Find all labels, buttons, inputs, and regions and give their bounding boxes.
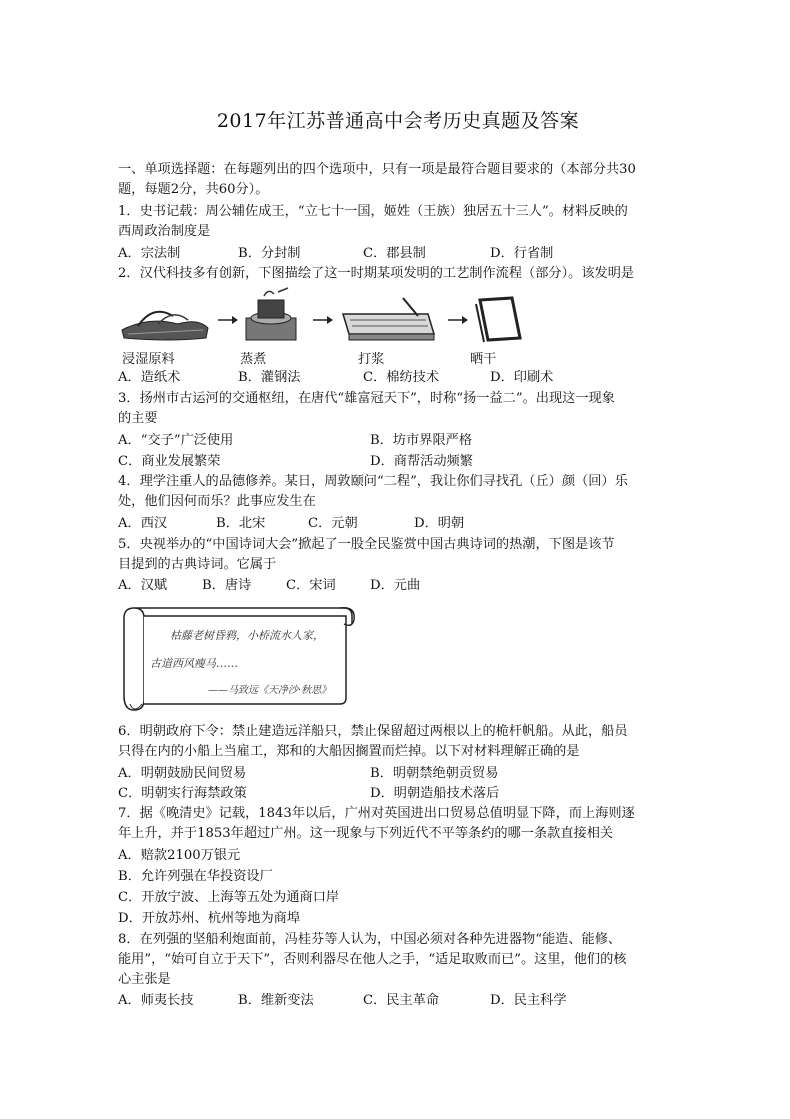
q1-stem-line2: 西周政治制度是 [118,224,211,239]
q3-option-a: A．“交子”广泛使用 [118,433,234,448]
q5-stem-line1: 5．央视举办的“中国诗词大会”掀起了一股全民鉴赏中国古典诗词的热潮，下图是该节 [118,537,615,552]
q2-step-4-label: 晒干 [470,352,497,367]
q3-stem-line2: 的主要 [118,411,158,426]
q5-stem-line2: 目提到的古典诗词。它属于 [118,557,277,572]
q6-option-d: D．明朝造船技术落后 [370,786,500,801]
q6-option-b: B．明朝禁绝朝贡贸易 [370,766,499,781]
poem-line-2: 古道西风瘦马…… [150,657,238,670]
q8-option-b: B．维新变法 [238,993,314,1008]
poem-attribution: ——马致远《天净沙·秋思》 [208,685,332,696]
drying-frame-icon [476,298,520,342]
soak-materials-icon [122,312,208,340]
q2-option-b: B．灌钢法 [238,370,301,385]
q5-option-a: A．汉赋 [118,578,168,593]
arrow-icon [218,316,238,324]
q7-stem-line2: 年上升，并于1853年超过广州。这一现象与下列近代不平等条约的哪一条款直接相关 [118,826,614,841]
q1-option-d: D．行省制 [490,246,554,261]
q8-option-c: C．民主革命 [363,993,440,1008]
q4-stem-line2: 处，他们因何而乐？此事应发生在 [118,494,316,509]
q8-stem-line3: 心主张是 [118,972,171,987]
arrow-icon [448,316,468,324]
q2-option-d: D．印刷术 [490,370,554,385]
pulp-vat-icon [343,298,434,340]
q3-option-b: B．坊市界限严格 [370,433,473,448]
q7-stem-line1: 7．据《晚清史》记载，1843年以后，广州对英国进出口贸易总值明显下降，而上海则逐 [118,806,635,821]
q4-option-d: D．明朝 [414,516,465,531]
q6-stem-line2: 只得在内的小船上当雇工，郑和的大船因搁置而烂掉。以下对材料理解正确的是 [118,744,580,759]
q8-option-d: D．民主科学 [490,993,567,1008]
q5-option-c: C．宋词 [286,578,336,593]
q7-option-c: C．开放宁波、上海等五处为通商口岸 [118,890,340,905]
q2-step-1-label: 浸湿原料 [122,352,175,367]
page-title: 2017年江苏普通高中会考历史真题及答案 [216,110,580,132]
q1-option-b: B．分封制 [238,246,301,261]
q7-option-b: B．允许列强在华投资设厂 [118,869,273,884]
section-instruction-line1: 一、单项选择题：在每题列出的四个选项中，只有一项是最符合题目要求的（本部分共30 [118,162,636,177]
q4-stem-line1: 4．理学注重人的品德修养。某日，周敦颐问“二程”，我让你们寻找孔（丘）颜（回）乐 [118,474,628,489]
q6-stem-line1: 6．明朝政府下令：禁止建造远洋船只，禁止保留超过两根以上的桅杆帆船。从此，船员 [118,724,628,739]
q1-option-a: A．宗法制 [118,246,181,261]
q3-option-d: D．商帮活动频繁 [370,454,473,469]
q3-option-c: C．商业发展繁荣 [118,454,221,469]
q1-option-c: C．郡县制 [363,246,426,261]
q2-option-a: A．造纸术 [118,370,181,385]
q7-option-a: A．赔款2100万银元 [118,848,241,863]
q2-step-3-label: 打浆 [358,352,385,367]
q5-option-d: D．元曲 [370,578,421,593]
section-instruction-line2: 题，每题2分，共60分）。 [118,182,269,197]
poem-line-1: 枯藤老树昏鸦，小桥流水人家， [170,629,324,642]
q8-stem-line2: 能用”，“始可自立于天下”，否则利器尽在他人之手，“适足取败而已”。这里，他们的核 [118,952,627,967]
q5-option-b: B．唐诗 [202,578,252,593]
q7-option-d: D．开放苏州、杭州等地为商埠 [118,911,301,926]
q3-stem-line1: 3．扬州市古运河的交通枢纽，在唐代“雄富冠天下”，时称“扬一益二”。出现这一现象 [118,391,615,406]
papermaking-process-figure [118,286,678,346]
q6-option-a: A．明朝鼓励民间贸易 [118,766,247,781]
q4-option-a: A．西汉 [118,516,168,531]
q8-stem-line1: 8．在列强的坚船利炮面前，冯桂芬等人认为，中国必须对各种先进器物“能造、能修、 [118,932,622,947]
q4-option-b: B．北宋 [216,516,266,531]
q8-option-a: A．师夷长技 [118,993,194,1008]
arrow-icon [313,316,333,324]
q4-option-c: C．元朝 [308,516,358,531]
q2-option-c: C．棉纺技术 [363,370,440,385]
q1-stem-line1: 1．史书记载：周公辅佐成王，“立七十一国，姬姓（王族）独居五十三人”。材料反映的 [118,204,628,219]
steam-pot-icon [246,288,296,340]
q2-stem-line1: 2．汉代科技多有创新，下图描绘了这一时期某项发明的工艺制作流程（部分）。该发明是 [118,266,635,281]
q2-step-2-label: 蒸煮 [240,352,267,367]
q6-option-c: C．明朝实行海禁政策 [118,786,247,801]
